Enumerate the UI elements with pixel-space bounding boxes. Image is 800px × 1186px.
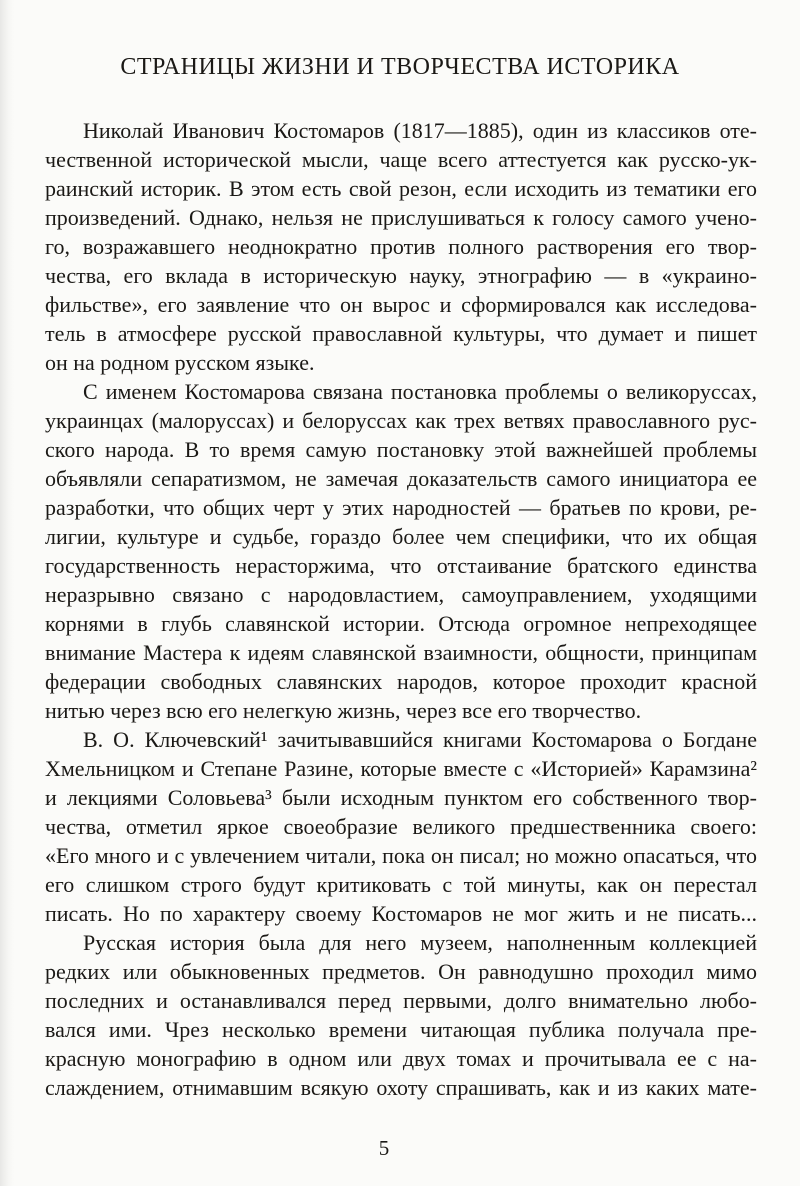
text-line: внимание Мастера к идеям славянской взаимности, общности, принципам — [45, 640, 757, 665]
text-line: В. О. Ключевский¹ зачитывавшийся книгами Костомарова о Богдане — [83, 727, 757, 752]
text-line: чества, отметил яркое своеобразие великого предшественника своего: — [45, 814, 757, 839]
text-line: разработки, что общих черт у этих народностей — братьев по крови, ре- — [45, 495, 757, 520]
paragraph — [45, 725, 757, 928]
text-line: произведений. Однако, нельзя не прислушиваться к голосу самого учено- — [45, 205, 757, 230]
scan-edge-artifact — [0, 0, 14, 1186]
paragraph — [45, 928, 757, 1102]
text-line: «Его много и с увлечением читали, пока он писал; но можно опасаться, что — [45, 843, 757, 868]
text-line: он на родном русском языке. — [45, 350, 315, 375]
text-line: его слишком строго будут критиковать с той минуты, как он перестал — [45, 872, 757, 897]
text-line: красную монографию в одном или двух томах и прочитывала ее с на- — [45, 1046, 757, 1071]
text-line: нитью через всю его нелегкую жизнь, через все его творчество. — [45, 698, 642, 723]
text-line: лигии, культуре и судьбе, гораздо более чем специфики, что их общая — [45, 524, 757, 549]
text-line: федерации свободных славянских народов, которое проходит красной — [45, 669, 757, 694]
text-line: писать. Но по характеру своему Костомаров не мог жить и не писать... — [45, 901, 757, 926]
text-line: редких или обыкновенных предметов. Он равнодушно проходил мимо — [45, 959, 757, 984]
text-line: и лекциями Соловьева³ были исходным пунктом его собственного твор- — [45, 785, 757, 810]
text-line: го, возражавшего неоднократно против полного растворения его твор- — [45, 234, 757, 259]
text-line: С именем Костомарова связана постановка проблемы о великоруссах, — [83, 379, 757, 404]
text-line: тель в атмосфере русской православной культуры, что думает и пишет — [45, 321, 757, 346]
text-line: ского народа. В то время самую постановку этой важнейшей проблемы — [45, 437, 757, 462]
page-number: 5 — [378, 1136, 390, 1160]
text-line: неразрывно связано с народовластием, самоуправлением, уходящими — [45, 582, 757, 607]
text-line: последних и останавливался перед первыми, долго внимательно любо- — [45, 988, 757, 1013]
text-line: фильстве», его заявление что он вырос и сформировался как исследова- — [45, 292, 757, 317]
text-line: корнями в глубь славянской истории. Отсюда огромное непреходящее — [45, 611, 757, 636]
text-line: государственность нерасторжима, что отстаивание братского единства — [45, 553, 757, 578]
text-line: Николай Иванович Костомаров (1817—1885), один из классиков оте- — [83, 118, 757, 143]
text-line: чественной исторической мысли, чаще всего аттестуется как русско-ук- — [45, 147, 757, 172]
text-line: Русская история была для него музеем, наполненным коллекцией — [83, 930, 757, 955]
page-title: СТРАНИЦЫ ЖИЗНИ И ТВОРЧЕСТВА ИСТОРИКА — [120, 54, 680, 80]
text-line: слаждением, отнимавшим всякую охоту спрашивать, как и из каких мате- — [45, 1075, 757, 1100]
text-line: раинский историк. В этом есть свой резон, если исходить из тематики его — [45, 176, 757, 201]
body-text — [45, 116, 757, 1102]
text-line: Хмельницком и Степане Разине, которые вместе с «Историей» Карамзина² — [45, 756, 757, 781]
text-line: вался ими. Чрез несколько времени читающая публика получала пре- — [45, 1017, 757, 1042]
text-line: объявляли сепаратизмом, не замечая доказательств самого инициатора ее — [45, 466, 757, 491]
text-line: украинцах (малоруссах) и белоруссах как трех ветвях православного рус- — [45, 408, 757, 433]
paragraph — [45, 116, 757, 377]
text-line: чества, его вклада в историческую науку, этнографию — в «украино- — [45, 263, 757, 288]
paragraph — [45, 377, 757, 725]
